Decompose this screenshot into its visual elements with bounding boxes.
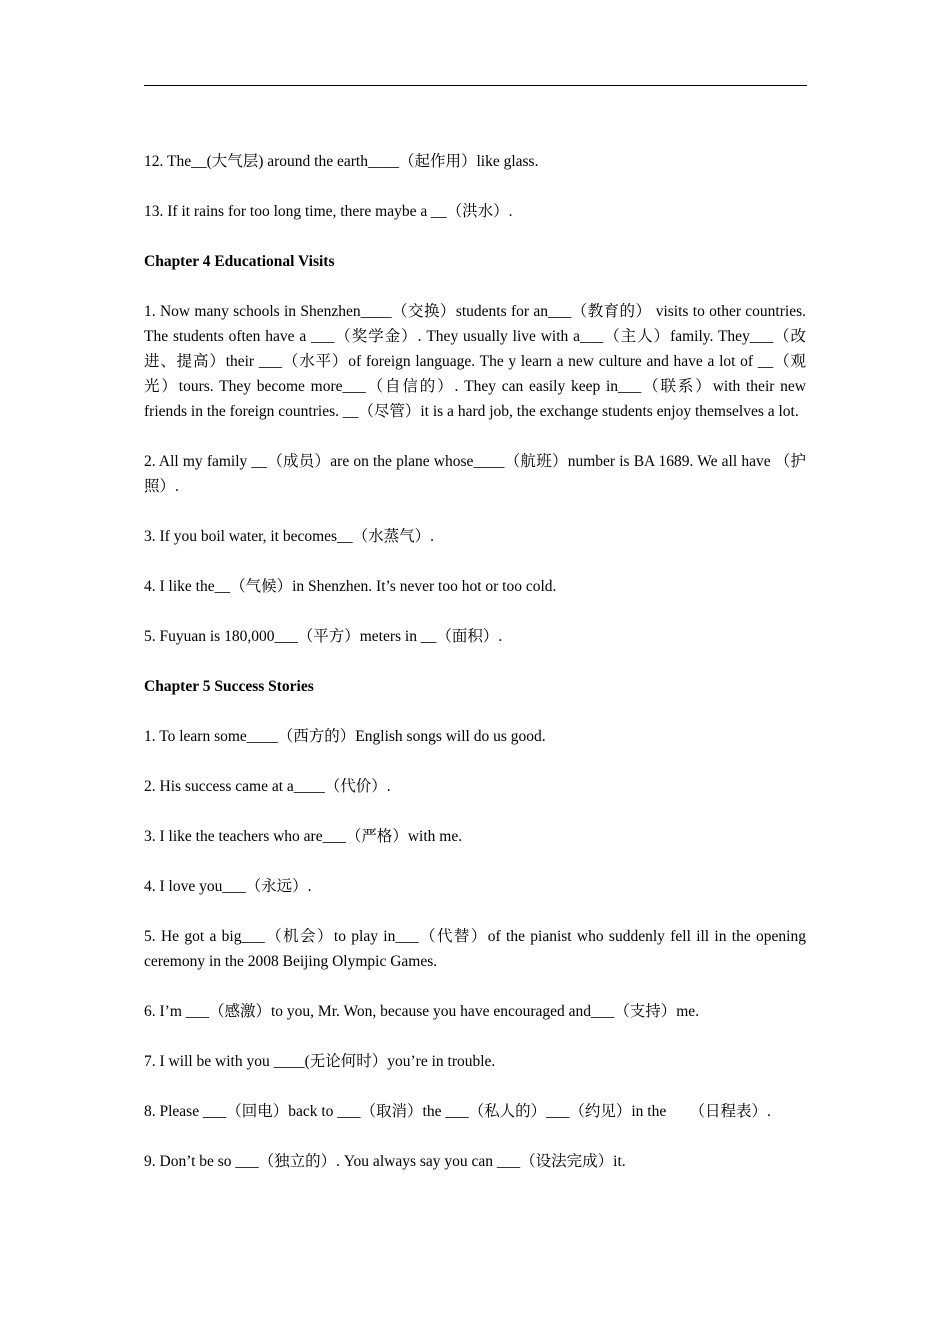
header-rule (144, 85, 807, 86)
exercise-item-13: 13. If it rains for too long time, there maybe a __（洪水）. (144, 203, 513, 220)
ch5-exercise-item-7: 7. I will be with you ____(无论何时）you’re in trouble. (144, 1053, 496, 1070)
ch5-exercise-item-1: 1. To learn some____（西方的）English songs will do us good. (144, 728, 546, 745)
ch5-exercise-item-3: 3. I like the teachers who are___（严格）with me. (144, 828, 463, 845)
ch5-exercise-item-2: 2. His success came at a____（代价）. (144, 778, 391, 795)
ch5-exercise-item-9: 9. Don’t be so ___（独立的）. You always say you can ___（设法完成）it. (144, 1153, 626, 1170)
ch5-exercise-item-5: 5. He got a big___（机会）to play in___（代替）of the pianist who suddenly fell ill in the opening ceremony in the 2008 Beijing Olympic Games. (144, 928, 806, 970)
ch4-exercise-item-3: 3. If you boil water, it becomes__（水蒸气）. (144, 528, 434, 545)
chapter-5-heading: Chapter 5 Success Stories (144, 678, 314, 695)
chapter-4-heading: Chapter 4 Educational Visits (144, 253, 335, 270)
ch4-exercise-item-1: 1. Now many schools in Shenzhen____（交换）students for an___（教育的） visits to other countries. The students often have a ___（奖学金）. They usually live with a___（主人）family. They___（改进、提高）their ___（水平）of foreign language. The y learn a new culture and have a lot of __（观光）tours. They become more___（自信的）. They can easily keep in___（联系）with their new friends in the foreign countries. __（尽管）it is a hard job, the exchange students enjoy themselves a lot. (144, 303, 806, 420)
ch4-exercise-item-4: 4. I like the__（气候）in Shenzhen. It’s never too hot or too cold. (144, 578, 557, 595)
ch5-exercise-item-4: 4. I love you___（永远）. (144, 878, 312, 895)
ch5-exercise-item-8: 8. Please ___（回电）back to ___（取消）the ___（私人的）___（约见）in the （日程表）. (144, 1103, 771, 1120)
exercise-item-12: 12. The__(大气层) around the earth____（起作用）like glass. (144, 153, 539, 170)
ch5-exercise-item-6: 6. I’m ___（感激）to you, Mr. Won, because you have encouraged and___（支持）me. (144, 1003, 700, 1020)
ch4-exercise-item-5: 5. Fuyuan is 180,000___（平方）meters in __（面积）. (144, 628, 503, 645)
ch4-exercise-item-2: 2. All my family __（成员）are on the plane whose____（航班）number is BA 1689. We all have （护照）. (144, 453, 806, 495)
document-body (144, 149, 806, 1199)
